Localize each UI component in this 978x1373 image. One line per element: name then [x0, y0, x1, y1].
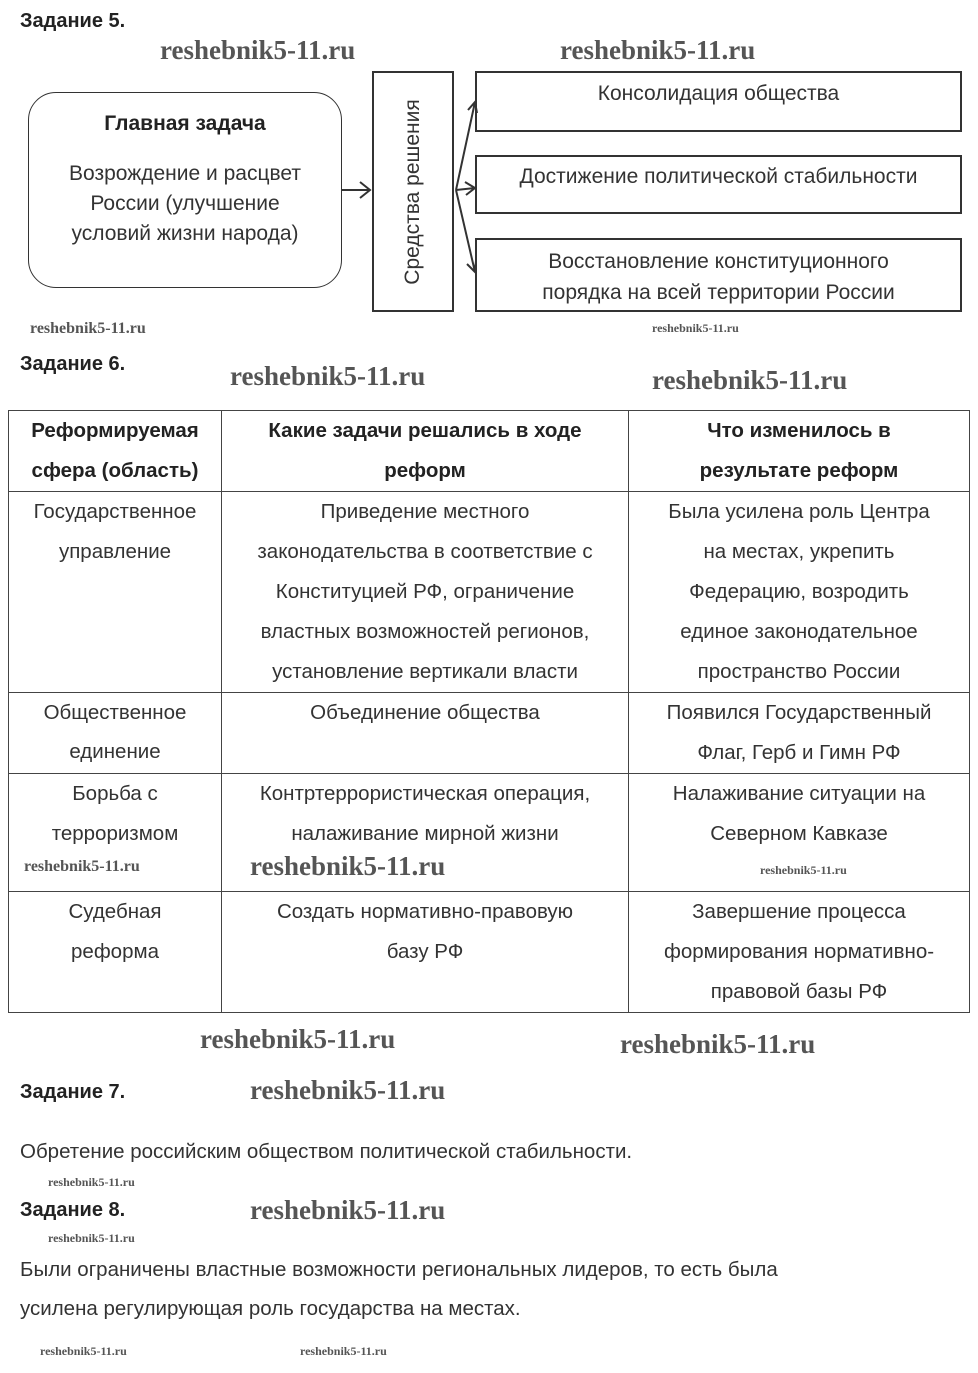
- task7-heading: Задание 7.: [20, 1081, 126, 1103]
- table-cell: Объединение общества: [222, 693, 629, 774]
- main-task-title: Главная задача: [104, 112, 266, 135]
- result-line: порядка на всей территории России: [542, 281, 895, 304]
- answer-line: усилена регулирующая роль государства на местах.: [20, 1297, 521, 1320]
- table-header-row: [9, 411, 970, 492]
- table-cell: Создать нормативно-правовую базу РФ: [222, 892, 629, 1013]
- arrow-icon: [456, 182, 475, 195]
- arrow-icon: [342, 182, 370, 198]
- task8-heading: Задание 8.: [20, 1199, 126, 1221]
- table-cell: Завершение процесса формирования нормативно- правовой базы РФ: [629, 892, 970, 1013]
- table-cell: Приведение местного законодательства в соответствие с Конституцией РФ, ограничение властных возможностей регионов, установление вертикали власти: [222, 492, 629, 693]
- table-cell: Была усилена роль Центра на местах, укрепить Федерацию, возродить единое законодательное пространство России: [629, 492, 970, 693]
- main-task-line: России (улучшение: [90, 192, 280, 215]
- task7-answer: Обретение российским обществом политической стабильности.: [20, 1140, 633, 1163]
- task5-heading: Задание 5.: [20, 10, 126, 32]
- table-cell: Судебная реформа: [9, 892, 222, 1013]
- result-box: Консолидация общества: [475, 71, 962, 132]
- column-header: Что изменилось в результате реформ: [629, 411, 970, 492]
- table-cell: Налаживание ситуации на Северном Кавказе: [629, 774, 970, 892]
- column-header: Какие задачи решались в ходе реформ: [222, 411, 629, 492]
- table-cell: Контртеррористическая операция, налаживание мирной жизни: [222, 774, 629, 892]
- watermark: reshebnik5-11.ru: [620, 1029, 816, 1059]
- result-line: Восстановление конституционного: [548, 250, 889, 273]
- table-cell: Государственное управление: [9, 492, 222, 693]
- table-row: [9, 492, 970, 693]
- table-row: [9, 892, 970, 1013]
- watermark: reshebnik5-11.ru: [250, 1075, 446, 1105]
- watermark: reshebnik5-11.ru: [200, 1024, 396, 1054]
- task8-answer: [20, 1250, 778, 1328]
- watermark: reshebnik5-11.ru: [30, 320, 146, 337]
- watermark: reshebnik5-11.ru: [300, 1344, 387, 1358]
- answer-line: Были ограничены властные возможности региональных лидеров, то есть была: [20, 1258, 778, 1281]
- watermark: reshebnik5-11.ru: [250, 1195, 446, 1225]
- watermark: reshebnik5-11.ru: [560, 35, 756, 65]
- arrow-icon: [456, 190, 476, 272]
- watermark: reshebnik5-11.ru: [48, 1175, 135, 1189]
- main-task-line: условий жизни народа): [71, 222, 299, 245]
- result-box: Достижение политической стабильности: [475, 155, 962, 214]
- watermark: reshebnik5-11.ru: [250, 851, 446, 881]
- means-label: Средства решения: [401, 98, 424, 285]
- reforms-table: [8, 410, 970, 1013]
- watermark: reshebnik5-11.ru: [40, 1344, 127, 1358]
- watermark: reshebnik5-11.ru: [48, 1231, 135, 1245]
- watermark: reshebnik5-11.ru: [230, 361, 426, 391]
- watermark: reshebnik5-11.ru: [760, 863, 847, 877]
- watermark: reshebnik5-11.ru: [652, 321, 739, 335]
- arrow-icon: [456, 102, 477, 190]
- main-task-line: Возрождение и расцвет: [69, 162, 301, 185]
- table-row: [9, 693, 970, 774]
- watermark: reshebnik5-11.ru: [652, 365, 848, 395]
- task6-heading: Задание 6.: [20, 353, 126, 375]
- watermark: reshebnik5-11.ru: [160, 35, 356, 65]
- table-cell: Борьба с терроризмом: [9, 774, 222, 892]
- watermark: reshebnik5-11.ru: [24, 858, 140, 875]
- table-cell: Общественное единение: [9, 693, 222, 774]
- column-header: Реформируемая сфера (область): [9, 411, 222, 492]
- table-cell: Появился Государственный Флаг, Герб и Гимн РФ: [629, 693, 970, 774]
- diagram-arrows: [0, 0, 978, 330]
